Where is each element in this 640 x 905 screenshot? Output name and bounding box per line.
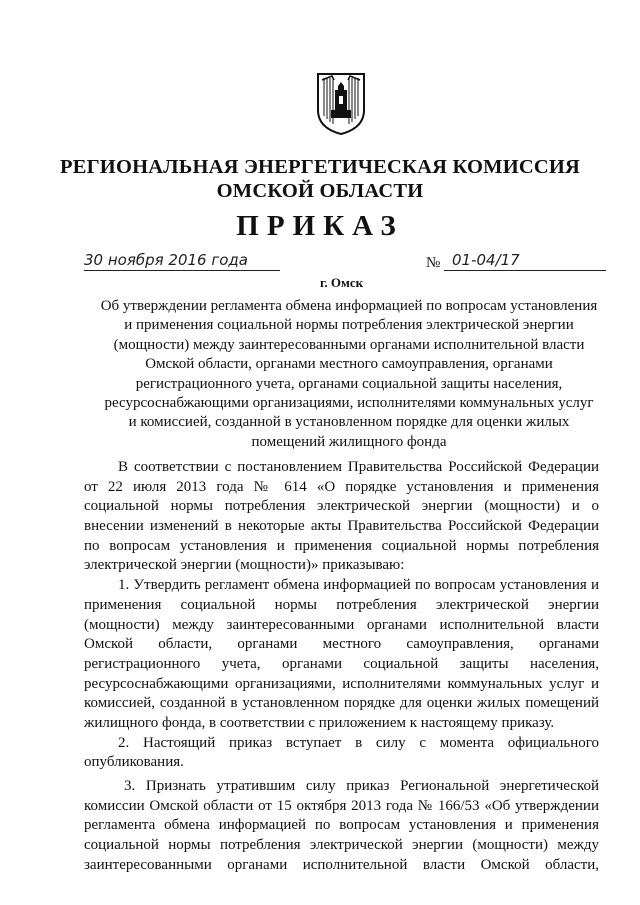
body-line: комиссии Омской области от 15 октября 2013 года № 166/53 «Об утверждении xyxy=(84,797,599,814)
subject-line: и комиссией, созданной в установленном порядке для оценки жилых xyxy=(128,414,570,431)
body-line: ресурсоснабжающими организациями, исполнителями коммунальных услуг и xyxy=(84,675,599,692)
handwritten-order-number: 01-04/17 xyxy=(444,251,606,271)
number-sign: № xyxy=(426,255,441,271)
city-label: г. Омск xyxy=(320,275,364,290)
order-subject xyxy=(84,297,614,452)
body-line: комиссией, созданной в установленном порядке для оценки жилых помещений xyxy=(84,695,599,712)
body-line: внесении изменений в некоторые акты Правительства Российской Федерации xyxy=(84,518,599,535)
order-body xyxy=(84,458,599,875)
body-line: жилищного фонда, в соответствии с приложением к настоящему приказу. xyxy=(84,714,555,731)
body-line: регламента обмена информацией по вопросам установления и применения xyxy=(84,817,599,834)
document-type-title: ПРИКАЗ xyxy=(236,210,404,242)
item-1-paragraph xyxy=(84,576,599,734)
body-line: 1. Утвердить регламент обмена информацией по вопросам установления и xyxy=(118,577,599,594)
subject-line: помещений жилищного фонда xyxy=(251,433,447,450)
body-line: (мощности) между заинтересованными органами исполнительной власти xyxy=(84,616,599,633)
subject-line: регистрационного учета, органами социальной защиты населения, xyxy=(135,375,563,392)
body-line: применения социальной нормы потребления электрической энергии xyxy=(84,596,599,613)
subject-line: (мощности) между заинтересованными органами исполнительной власти xyxy=(113,336,585,353)
body-line: от 22 июля 2013 года № 614 «О порядке установления и применения xyxy=(84,478,599,495)
body-line: социальной нормы потребления электрической энергии (мощности) и о xyxy=(84,498,599,515)
body-line: опубликования. xyxy=(84,754,184,771)
subject-line: Омской области, органами местного самоуправления, органами xyxy=(145,356,553,373)
body-line: заинтересованными органами исполнительной власти Омской области, xyxy=(84,856,599,873)
preamble-paragraph xyxy=(84,458,599,576)
handwritten-date: 30 ноября 2016 года xyxy=(84,251,280,271)
body-line: социальной нормы потребления электрической энергии (мощности) между xyxy=(84,837,599,854)
body-line: 3. Признать утратившим силу приказ Региональной энергетической xyxy=(124,778,599,794)
subject-line: Об утверждении регламента обмена информацией по вопросам установления xyxy=(100,298,598,314)
body-line: по вопросам установления и применения социальной нормы потребления xyxy=(84,537,599,554)
subject-line: и применения социальной нормы потребления электрической энергии xyxy=(124,317,574,334)
item-2-paragraph xyxy=(84,734,599,773)
body-line: регистрационного учета, органами социальной защиты населения, xyxy=(84,655,599,672)
omsk-coat-of-arms-emblem xyxy=(312,66,370,136)
subject-line: ресурсоснабжающими организациями, исполнителями коммунальных услуг xyxy=(104,395,594,412)
body-line: В соответствии с постановлением Правительства Российской Федерации xyxy=(118,459,599,475)
body-line: 2. Настоящий приказ вступает в силу с момента официального xyxy=(118,734,599,751)
body-line: электрической энергии (мощности)» приказываю: xyxy=(84,557,405,574)
organization-name-line-1: РЕГИОНАЛЬНАЯ ЭНЕРГЕТИЧЕСКАЯ КОМИССИЯ xyxy=(59,156,581,178)
item-3-paragraph xyxy=(84,777,599,875)
organization-name-line-2: ОМСКОЙ ОБЛАСТИ xyxy=(216,180,424,202)
body-line: Омской области, органами местного самоуправления, органами xyxy=(84,636,599,653)
